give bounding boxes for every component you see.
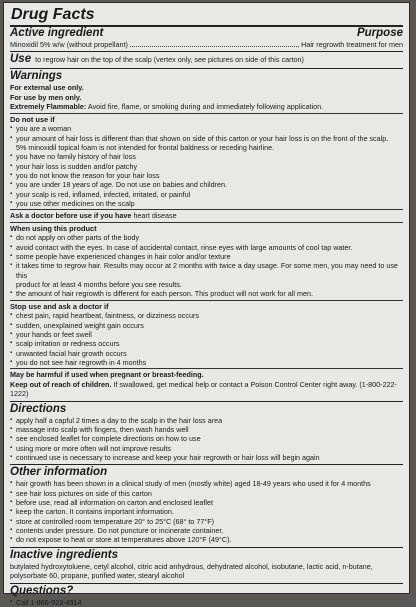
- list-item: product for at least 4 months before you see results.: [16, 280, 182, 290]
- list-item: ▪ hair growth has been shown in a clinical study of men (mostly white) aged 18-49 years who used it for 4 months: [10, 479, 403, 488]
- men-only-text: For use by men only.: [10, 92, 82, 102]
- questions-phone: ▪ Call 1-866-923-4914: [10, 598, 403, 607]
- stop-use-heading: Stop use and ask a doctor if: [10, 301, 109, 311]
- list-item: ▪ scalp irritation or redness occurs: [10, 339, 403, 348]
- divider: [10, 113, 403, 114]
- directions-heading: Directions: [10, 402, 67, 415]
- list-item: ▪ continued use is necessary to increase and keep your hair regrowth or hair loss will begin again: [10, 453, 403, 462]
- dot-leader: [130, 46, 299, 47]
- keep-out-label: Keep out of reach of children.: [10, 379, 112, 389]
- list-item: ▪ apply half a capful 2 times a day to the scalp in the hair loss area: [10, 416, 403, 425]
- list-item: ▪ your amount of hair loss is different than that shown on side of this carton or your hair loss is on the front of the scalp.: [10, 134, 403, 143]
- list-item: ▪ you are a woman: [10, 124, 403, 133]
- list-item: ▪ unwanted facial hair growth occurs: [10, 349, 403, 358]
- divider: [10, 401, 403, 402]
- list-item: ▪ you are under 18 years of age. Do not use on babies and children.: [10, 180, 403, 189]
- list-item: ▪ see enclosed leaflet for complete directions on how to use: [10, 434, 403, 443]
- divider: [10, 209, 403, 210]
- list-item: ▪ sudden, unexplained weight gain occurs: [10, 321, 403, 330]
- inactive-ingredients-heading: Inactive ingredients: [10, 548, 119, 561]
- purpose-text: Hair regrowth treatment for men: [301, 40, 403, 49]
- list-item: ▪ you do not see hair regrowth in 4 months: [10, 358, 403, 367]
- other-info-heading: Other information: [10, 466, 108, 479]
- divider: [10, 51, 403, 52]
- divider: [10, 300, 403, 301]
- list-item: ▪ see hair loss pictures on side of this carton: [10, 489, 403, 498]
- use-section: [10, 53, 403, 66]
- active-ingredient-row: [10, 40, 403, 49]
- active-ingredient-header: [10, 27, 403, 40]
- drug-facts-title: Drug Facts: [11, 6, 95, 23]
- list-item: ▪ your hands or feet swell: [10, 330, 403, 339]
- list-item: 5% minoxidil topical foam is not intended for frontal baldness or receding hairline.: [16, 142, 275, 152]
- list-item: ▪ using more or more often will not improve results: [10, 444, 403, 453]
- list-item: ▪ some people have experienced changes in hair color and/or texture: [10, 252, 403, 261]
- list-item: ▪ you have no family history of hair loss: [10, 152, 403, 161]
- divider: [10, 68, 403, 69]
- ask-doctor-text: heart disease: [133, 211, 177, 221]
- list-item: ▪ chest pain, rapid heartbeat, faintness, or dizziness occurs: [10, 311, 403, 320]
- keep-out-text: If swallowed, get medical help or contact a Poison Control Center right away. (1-800-222-1222): [10, 379, 397, 399]
- ask-doctor-line: [10, 211, 403, 220]
- keep-out-warning: [10, 380, 403, 399]
- flammable-warning: [10, 102, 403, 111]
- external-use-text: For external use only.: [10, 83, 84, 93]
- questions-list: [10, 598, 403, 607]
- list-item: ▪ the amount of hair regrowth is different for each person. This product will not work for all men.: [10, 289, 403, 298]
- list-item: ▪ your hair loss is sudden and/or patchy: [10, 162, 403, 171]
- list-item: ▪ keep the carton. It contains important information.: [10, 507, 403, 516]
- list-item: ▪ your scalp is red, inflamed, infected, irritated, or painful: [10, 190, 403, 199]
- pregnancy-warning: May be harmful if used when pregnant or breast-feeding.: [10, 370, 204, 380]
- list-item: ▪ it takes time to regrow hair. Results may occur at 2 months with twice a day usage. For some men, you may need to use this: [10, 261, 403, 280]
- list-item: ▪ contents under pressure. Do not puncture or incinerate container.: [10, 526, 403, 535]
- divider: [10, 222, 403, 223]
- when-using-heading: When using this product: [10, 223, 97, 233]
- directions-list: [10, 416, 403, 463]
- active-ingredient-heading: Active ingredient: [10, 27, 104, 39]
- stop-use-list: [10, 311, 403, 367]
- other-info-list: [10, 479, 403, 544]
- list-item: ▪ avoid contact with the eyes. In case of accidental contact, rinse eyes with large amounts of cool tap water.: [10, 243, 403, 252]
- list-item: ▪ you use other medicines on the scalp: [10, 199, 403, 208]
- active-ingredient-text: Minoxidil 5% w/w (without propellant): [10, 40, 128, 49]
- list-item: ▪ massage into scalp with fingers, then wash hands well: [10, 425, 403, 434]
- ask-doctor-label: Ask a doctor before use if you have: [10, 211, 132, 221]
- purpose-heading: Purpose: [356, 27, 403, 39]
- warnings-heading: Warnings: [10, 70, 63, 83]
- list-item: ▪ you do not know the reason for your hair loss: [10, 171, 403, 180]
- do-not-use-heading: Do not use if: [10, 114, 55, 124]
- divider: [10, 368, 403, 369]
- inactive-ingredients-text: butylated hydroxytoluene, cetyl alcohol, citric acid anhydrous, dehydrated alcohol, isobutane, lactic acid, n-butane, polysorbate 60, propane, purified water, stearyl alcohol: [10, 561, 373, 581]
- flammable-label: Extremely Flammable:: [10, 102, 87, 112]
- when-using-list: [10, 233, 403, 298]
- list-item: ▪ before use, read all information on carton and enclosed leaflet: [10, 498, 403, 507]
- divider: [10, 547, 403, 548]
- list-item: ▪ do not apply on other parts of the body: [10, 233, 403, 242]
- do-not-use-list: [10, 124, 403, 208]
- use-heading: Use: [10, 53, 32, 66]
- flammable-text: Avoid fire, flame, or smoking during and immediately following application.: [87, 102, 324, 112]
- list-item: ▪ do not expose to heat or store at temperatures above 120°F (49°C).: [10, 535, 403, 544]
- drug-facts-panel: [3, 2, 410, 607]
- list-item: ▪ store at controlled room temperature 20° to 25°C (68° to 77°F): [10, 517, 403, 526]
- divider: [10, 583, 403, 584]
- questions-heading: Questions?: [10, 584, 74, 597]
- divider: [10, 464, 403, 465]
- use-text: to regrow hair on the top of the scalp (vertex only, see pictures on side of this carton): [35, 55, 304, 65]
